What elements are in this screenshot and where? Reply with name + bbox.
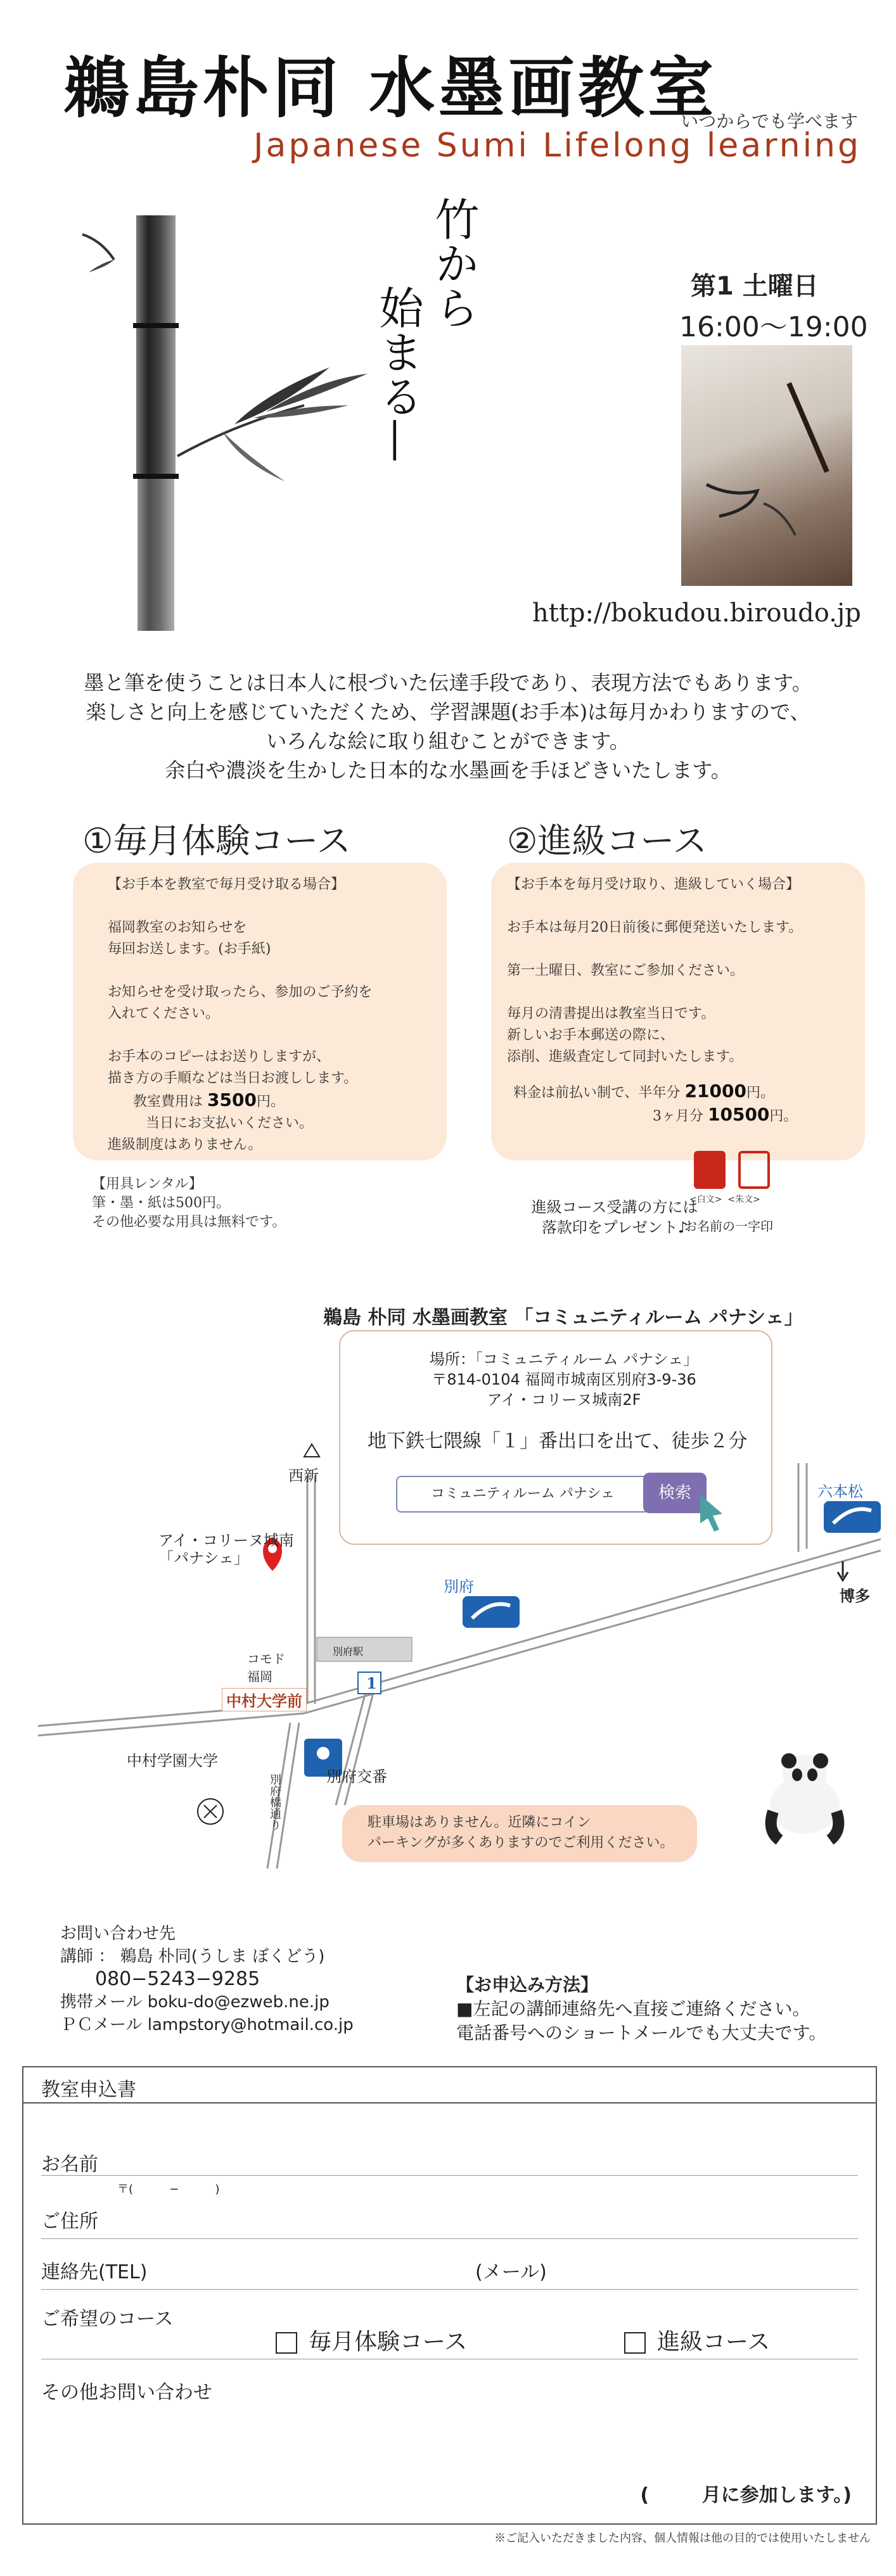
intro-line: 墨と筆を使うことは日本人に根づいた伝達手段であり、表現方法でもあります。 [84,671,812,695]
label-exit: 1 [366,1674,377,1692]
label-university: 中村学園大学 [127,1752,218,1770]
label-roppon: 六本松 [817,1483,863,1501]
label-nakamura-station: 中村大学前 [222,1688,307,1711]
panda-image [770,1753,840,1840]
subtitle-ja: いつからでも学べます [681,111,858,132]
course2-text: 【お手本を毎月受け取り、進級していく場合】 お手本は毎月20日前後に郵便発送いたします。 第一土曜日、教室にご参加ください。 毎月の清書提出は教室当日です。 新しいお手本郵送の際に、 添削、進級査定して同封いたします。 料金は前払い制で、半年分 21000円。 3ヶ月分 10500円。 [507,874,862,1127]
course2-fee-half: 料金は前払い制で、半年分 21000円。 [513,1081,774,1101]
intro-line: 楽しさと向上を感じていただくため、学習課題(お手本)は毎月かわりますので、 [86,700,810,724]
checkbox-monthly[interactable] [276,2332,297,2354]
label-pin: アイ・コリーヌ城南 「パナシェ」 [158,1532,294,1567]
course1-heading: ①毎月体験コース [82,821,351,861]
search-input-text: コミュニティルーム パナシェ [431,1486,615,1502]
page-title: 鵜島朴同 水墨画教室 [63,49,718,127]
cursor-arrow-icon [697,1492,735,1536]
class-day: 第1 土曜日 [691,272,819,301]
present-note: 進級コース受講の方には 落款印をプレゼント♪ [531,1198,698,1236]
class-time: 16:00〜19:00 [679,311,868,343]
label-hakata: 博多 [840,1587,870,1605]
subtitle-en: Japanese Sumi Lifelong learning [253,127,861,165]
course1-text: 【お手本を教室で毎月受け取る場合】 福岡教室のお知らせを 毎回お送します。(お手紙) お知らせを受け取ったら、参加のご予約を 入れてください。 お手本のコピーはお送りしますが、 描き方の手順などは当日お渡しします。 教室費用は 3500円。 当日にお支払いください。 進級制度はありません。 [108,874,437,1156]
mobile-email[interactable]: 携帯メール boku-do@ezweb.ne.jp [60,1993,330,2012]
course1-fee-value: 3500 [207,1089,257,1110]
seal-shu-icon [738,1151,770,1189]
privacy-footnote: ※ご記入いただきました内容、個人情報は他の目的では使用いたしません [494,2532,871,2545]
label-street: 別府橋通り [268,1773,281,1830]
parking-note: 駐車場はありません。近隣にコイン パーキングが多くありますのでご利用ください。 [342,1805,697,1862]
label-koban: 別府交番 [326,1768,387,1786]
form-row-address[interactable]: 〒( − ) ご住所 [41,2175,858,2239]
hero-vertical-1: 竹から [428,196,480,329]
rental-note: 【用具レンタル】 筆・墨・紙は500円。 その他必要な用具は無料です。 [92,1176,286,1230]
contact-title: お問い合わせ先 [60,1924,176,1943]
application-method: 【お申込み方法】 ■左記の講師連絡先へ直接ご連絡ください。 電話番号へのショートメールでも大丈夫です。 [456,1974,827,2043]
course2-fee-three: 3ヶ月分 10500円。 [653,1104,798,1125]
label-nishijin: 西新 [288,1467,319,1485]
access-text: 地下鉄七隈線「１」番出口を出て、徒歩２分 [368,1430,748,1452]
map-heading: 鵜島 朴同 水墨画教室 「コミュニティルーム パナシェ」 [323,1307,803,1329]
form-row-course: ご希望のコース 毎月体験コース 進級コース [41,2289,858,2359]
label-comodo: コモド 福岡 [247,1651,285,1684]
contact-info [60,1922,354,2036]
seal-haku-icon [694,1151,726,1189]
website-link[interactable]: http://bokudou.biroudo.jp [532,599,861,628]
seal-images: <白文> <朱文> [678,1143,786,1207]
form-row-contact[interactable]: 連絡先(TEL) (メール) [41,2238,858,2290]
course-option-monthly[interactable]: 毎月体験コース [276,2324,467,2356]
form-row-name[interactable]: お名前 [41,2124,858,2176]
application-form [22,2066,877,2525]
seal-note: お名前の一字印 [684,1219,773,1234]
calligraphy-photo [681,345,852,586]
hero-vertical-2: 始まる— [372,285,424,462]
course2-heading: ②進級コース [507,821,707,861]
course1-fee: 教室費用は 3500円。 [133,1089,285,1110]
intro-line: いろんな絵に取り組むことができます。 [266,729,630,753]
form-row-other[interactable]: その他お問い合わせ ( 月に参加します。) [41,2382,852,2506]
label-station-sign: 別府駅 [333,1646,364,1658]
label-beppu: 別府 [444,1578,474,1596]
checkbox-advanced[interactable] [624,2332,646,2354]
pc-email[interactable]: ＰＣメール lampstory@hotmail.co.jp [60,2015,354,2034]
phone-number[interactable]: 080−5243−9285 [95,1968,260,1990]
intro-line: 余白や濃淡を生かした日本的な水墨画を手ほどきいたします。 [165,758,731,782]
search-box[interactable] [396,1476,650,1513]
intro-text [0,668,896,785]
form-title: 教室申込書 [41,2079,136,2101]
search-button[interactable]: 検索 [643,1473,707,1513]
address-text: 場所：「コミュニティルーム パナシェ」 〒814-0104 福岡市城南区別府3-9-36 アイ・コリーヌ城南2F [429,1350,699,1409]
course-option-advanced[interactable]: 進級コース [624,2324,770,2356]
teacher-name: 講師 ： 鵜島 朴同(うしま ぼくどう) [60,1947,325,1966]
